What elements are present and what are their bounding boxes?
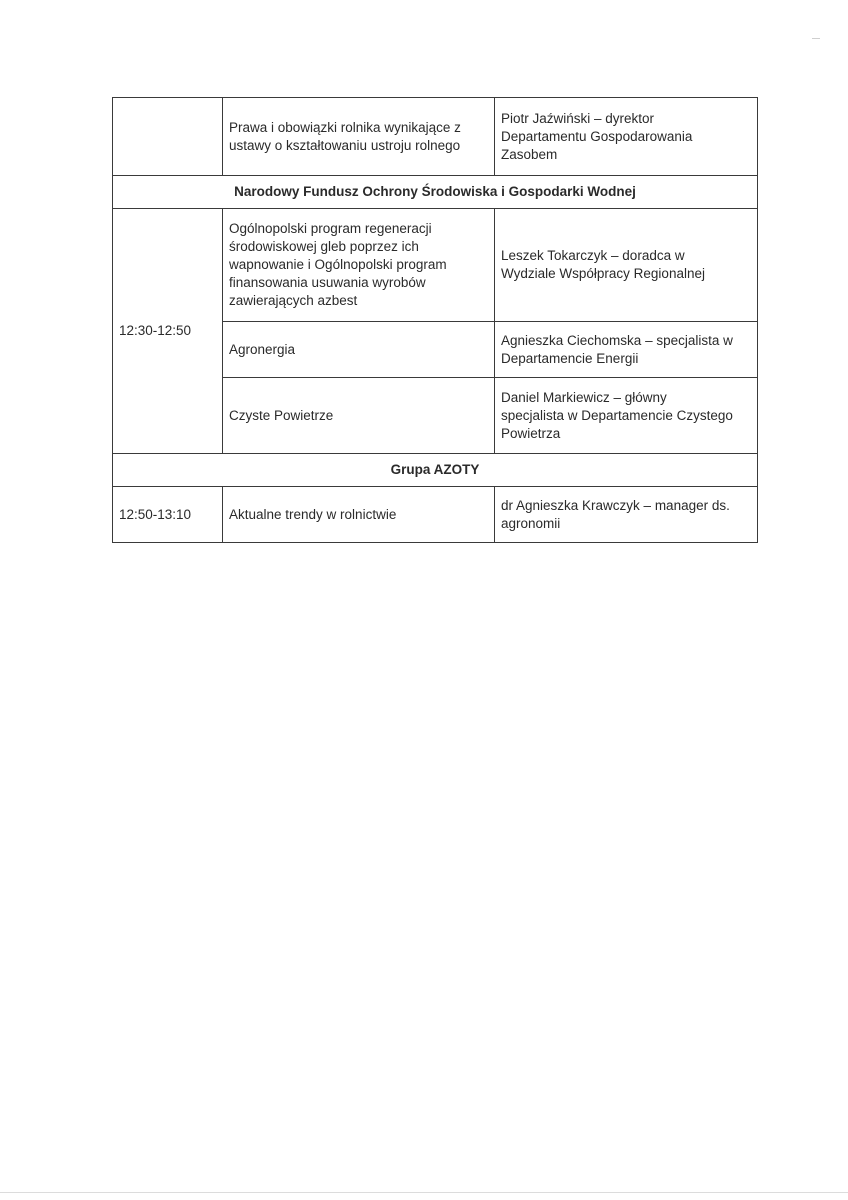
topic-cell: Prawa i obowiązki rolnika wynikające z ustawy o kształtowaniu ustroju rolnego: [223, 98, 495, 176]
table-row: [113, 209, 758, 322]
time-cell: 12:50-13:10: [113, 487, 223, 543]
organization-name: Grupa AZOTY: [113, 454, 758, 487]
speaker-cell: Daniel Markiewicz – główny specjalista w Departamencie Czystego Powietrza: [495, 378, 758, 454]
time-cell: [113, 98, 223, 176]
organization-name: Narodowy Fundusz Ochrony Środowiska i Gospodarki Wodnej: [113, 176, 758, 209]
topic-cell: Czyste Powietrze: [223, 378, 495, 454]
scan-edge-line: [0, 1192, 848, 1193]
topic-cell: Ogólnopolski program regeneracji środowiskowej gleb poprzez ich wapnowanie i Ogólnopolski program finansowania usuwania wyrobów zawierających azbest: [223, 209, 495, 322]
organization-header-row: [113, 176, 758, 209]
speaker-cell: dr Agnieszka Krawczyk – manager ds. agronomii: [495, 487, 758, 543]
agenda-table: [112, 97, 758, 543]
speaker-cell: Piotr Jaźwiński – dyrektor Departamentu Gospodarowania Zasobem: [495, 98, 758, 176]
table-row: [113, 98, 758, 176]
time-cell: 12:30-12:50: [113, 209, 223, 454]
organization-header-row: [113, 454, 758, 487]
table-row: [113, 487, 758, 543]
topic-cell: Aktualne trendy w rolnictwie: [223, 487, 495, 543]
scan-speck: [812, 38, 820, 39]
topic-cell: Agronergia: [223, 322, 495, 378]
speaker-cell: Leszek Tokarczyk – doradca w Wydziale Współpracy Regionalnej: [495, 209, 758, 322]
speaker-cell: Agnieszka Ciechomska – specjalista w Departamencie Energii: [495, 322, 758, 378]
